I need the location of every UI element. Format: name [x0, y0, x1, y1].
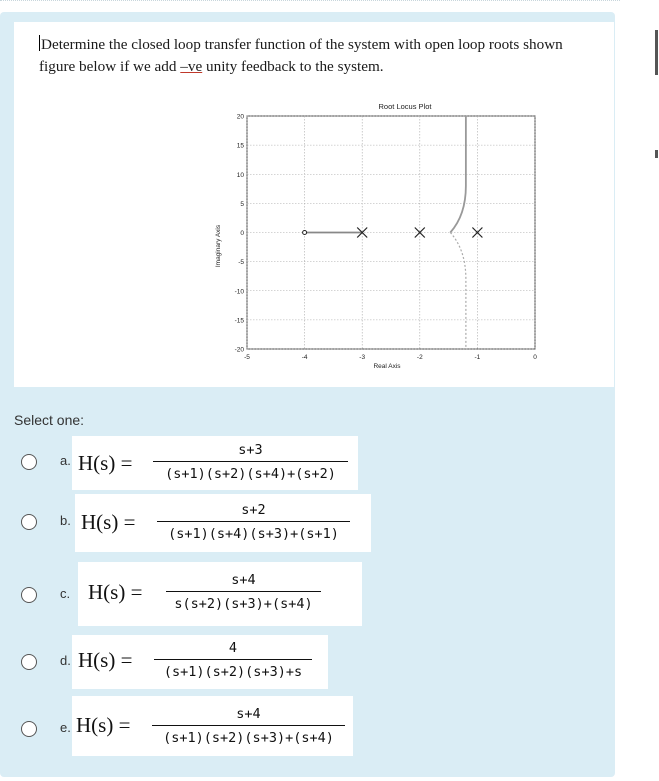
option-d-radio[interactable]: [21, 654, 37, 670]
x-tick-label: -4: [301, 354, 308, 361]
option-c-letter: c.: [60, 586, 71, 601]
option-b-formula: [75, 494, 371, 552]
option-a-fraction: [153, 442, 348, 482]
fraction-bar: [152, 725, 345, 726]
y-tick-label: 5: [240, 200, 244, 208]
y-tick-label: 20: [236, 113, 244, 121]
option-c-radio[interactable]: [21, 587, 37, 603]
question-text: [39, 34, 651, 78]
question-line-2: [39, 56, 651, 78]
y-tick-label: -20: [234, 346, 244, 354]
y-tick-label: -5: [238, 259, 244, 267]
plot-xlabel: Real Axis: [373, 363, 401, 370]
option-d-formula: [72, 635, 328, 689]
plot-title: Root Locus Plot: [378, 102, 432, 111]
x-tick-label: -3: [359, 354, 366, 361]
question-line-2-start: figure below if we add: [39, 58, 181, 75]
option-b[interactable]: [0, 492, 615, 552]
option-a-letter: a.: [60, 453, 71, 468]
y-tick-label: 0: [240, 230, 244, 237]
option-c[interactable]: [0, 562, 615, 622]
top-divider: [0, 0, 620, 4]
question-line-1-text: Determine the closed loop transfer function of the system with open loop roots shown: [41, 36, 563, 53]
select-one-label: Select one:: [14, 412, 85, 428]
option-b-radio[interactable]: [21, 514, 37, 530]
option-a-radio[interactable]: [21, 454, 37, 470]
y-tick-label: -10: [234, 288, 244, 296]
option-c-denominator: s(s+2)(s+3)+(s+4): [174, 596, 313, 612]
option-d[interactable]: [0, 632, 615, 692]
y-tick-label: 10: [236, 171, 244, 179]
option-c-lhs: H(s) =: [88, 580, 143, 604]
option-d-fraction: [154, 640, 312, 680]
option-e-lhs: H(s) =: [76, 713, 131, 737]
fraction-bar: [166, 591, 321, 592]
negative-feedback-term: –ve: [180, 58, 203, 75]
plot-grid: [247, 116, 535, 349]
option-a-denominator: (s+1)(s+2)(s+4)+(s+2): [165, 466, 336, 482]
option-c-numerator: s+4: [231, 572, 256, 588]
option-e[interactable]: [0, 696, 615, 756]
text-cursor: [39, 35, 40, 51]
option-c-formula: [78, 562, 362, 626]
option-e-denominator: (s+1)(s+2)(s+3)+(s+4): [163, 730, 334, 746]
question-line-2-end: unity feedback to the system.: [202, 58, 384, 75]
scroll-indicator: [655, 30, 658, 75]
plot-ylabel: Imaginary Axis: [215, 224, 222, 268]
option-d-denominator: (s+1)(s+2)(s+3)+s: [163, 664, 303, 680]
option-a-formula: [72, 436, 358, 490]
x-tick-label: -2: [416, 354, 423, 361]
option-a-numerator: s+3: [238, 442, 263, 458]
option-b-denominator: (s+1)(s+4)(s+3)+(s+1): [168, 526, 339, 542]
option-e-letter: e.: [60, 720, 71, 735]
y-tick-label: 15: [236, 142, 244, 150]
option-c-fraction: [166, 572, 321, 612]
question-line-1: [39, 34, 651, 56]
option-b-fraction: [157, 502, 350, 542]
option-a-lhs: H(s) =: [78, 451, 133, 475]
fraction-bar: [153, 461, 348, 462]
fraction-bar: [154, 659, 312, 660]
root-locus-plot: [200, 98, 550, 383]
option-d-numerator: 4: [228, 640, 238, 656]
x-tick-label: -1: [474, 354, 481, 361]
fraction-bar: [157, 521, 350, 522]
y-tick-label: -15: [234, 317, 244, 325]
option-e-formula: [72, 696, 353, 756]
option-e-fraction: [152, 706, 345, 746]
option-b-letter: b.: [60, 513, 71, 528]
option-a[interactable]: [0, 432, 615, 492]
scroll-indicator-small: [655, 150, 658, 158]
option-d-lhs: H(s) =: [78, 648, 133, 672]
option-d-letter: d.: [60, 653, 71, 668]
x-tick-label: -5: [244, 354, 250, 361]
zero-marker: [303, 231, 307, 235]
option-e-numerator: s+4: [236, 706, 261, 722]
option-e-radio[interactable]: [21, 721, 37, 737]
x-tick-label: 0: [533, 354, 537, 361]
option-b-lhs: H(s) =: [81, 510, 136, 534]
option-b-numerator: s+2: [241, 502, 266, 518]
